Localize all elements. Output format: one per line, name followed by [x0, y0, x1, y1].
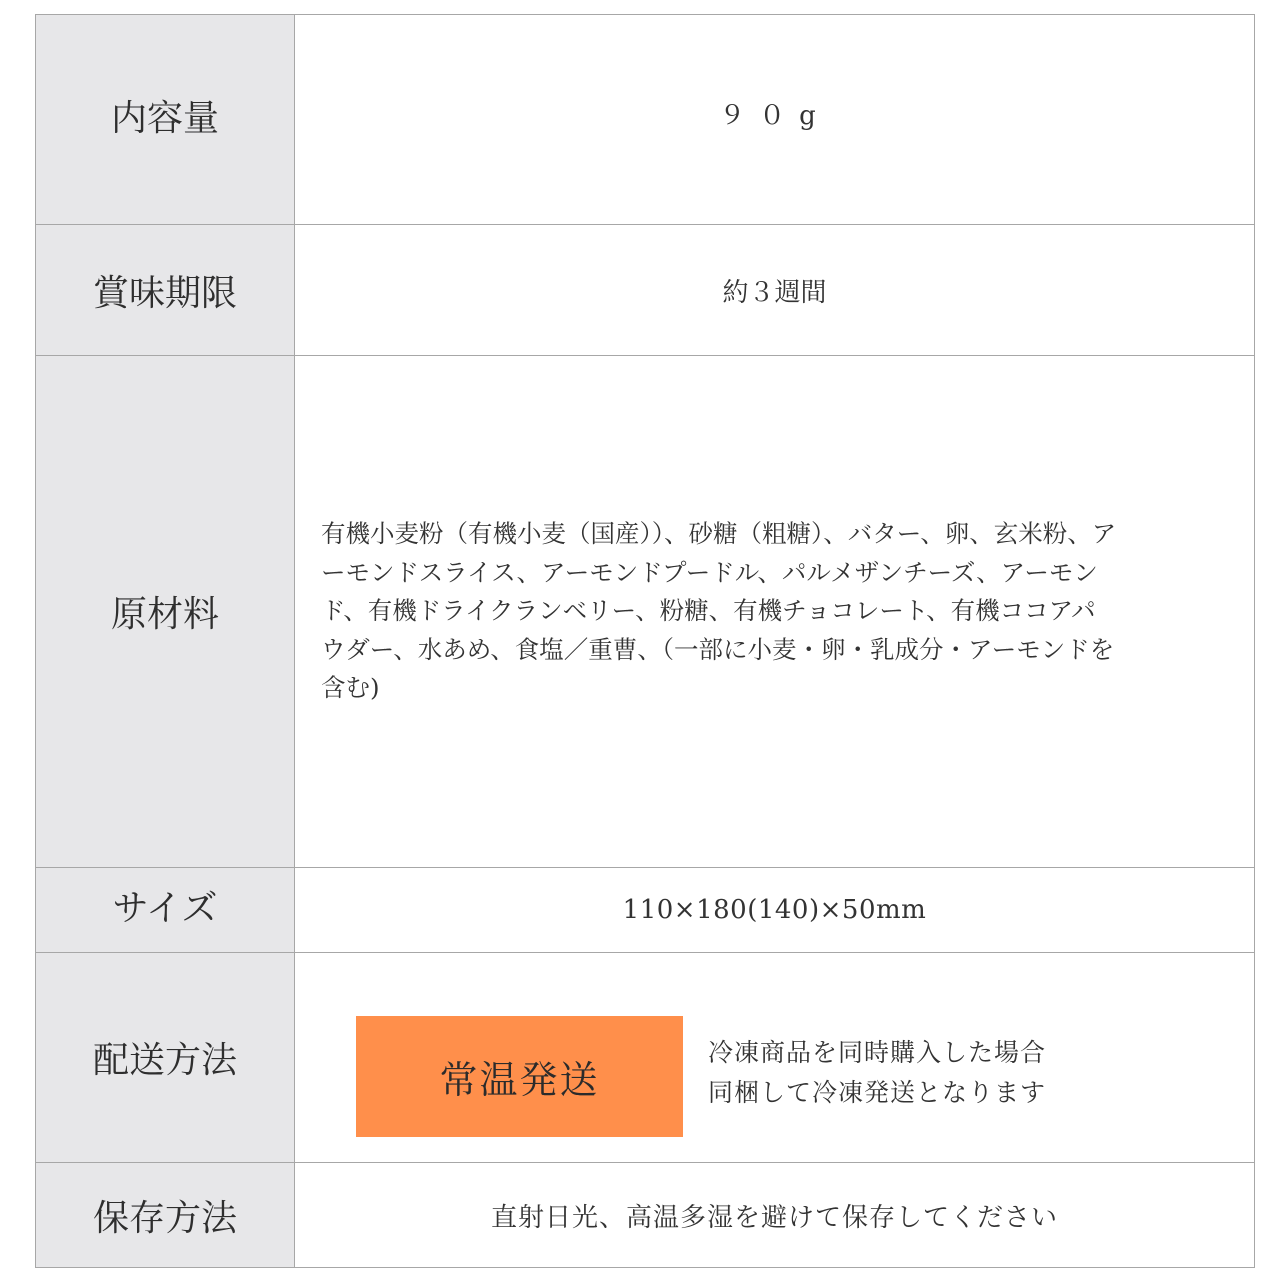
ingredients-label: 原材料 — [36, 356, 295, 868]
storage-value: 直射日光、高温多湿を避けて保存してください — [295, 1163, 1255, 1268]
spec-row-size — [36, 868, 1255, 953]
shipping-note — [708, 1033, 1046, 1113]
expiry-label: 賞味期限 — [36, 225, 295, 356]
size-value: 110×180(140)×50mm — [295, 868, 1255, 953]
shipping-note-line: 冷凍商品を同時購入した場合 — [708, 1038, 1047, 1067]
amount-value: ９０g — [295, 15, 1255, 225]
spec-row-shipping — [36, 953, 1255, 1163]
size-label: サイズ — [36, 868, 295, 953]
spec-row-amount — [36, 15, 1255, 225]
ingredients-line: 有機小麦粉（有機小麦（国産））、砂糖（粗糖）、バター、卵、玄米粉、ア — [321, 519, 1117, 549]
ingredients-line: ド、有機ドライクランベリー、粉糖、有機チョコレート、有機ココアパ — [321, 596, 1096, 626]
product-spec-table — [35, 14, 1255, 1268]
shipping-label: 配送方法 — [36, 953, 295, 1163]
amount-label: 内容量 — [36, 15, 295, 225]
shipping-value — [295, 953, 1255, 1163]
shipping-method-badge: 常温発送 — [356, 1016, 683, 1137]
spec-row-ingredients — [36, 356, 1255, 868]
ingredients-line: ウダー、水あめ、食塩／重曹、（一部に小麦・卵・乳成分・アーモンドを — [321, 634, 1115, 664]
expiry-value: 約３週間 — [295, 225, 1255, 356]
spec-row-storage — [36, 1163, 1255, 1268]
ingredients-line: ーモンドスライス、アーモンドプードル、パルメザンチーズ、アーモン — [321, 557, 1098, 587]
shipping-note-line: 同梱して冷凍発送となります — [708, 1078, 1047, 1107]
spec-row-expiry — [36, 225, 1255, 356]
storage-label: 保存方法 — [36, 1163, 295, 1268]
shipping-content — [295, 953, 1254, 1162]
ingredients-line: 含む) — [321, 673, 380, 703]
ingredients-value — [295, 356, 1255, 868]
